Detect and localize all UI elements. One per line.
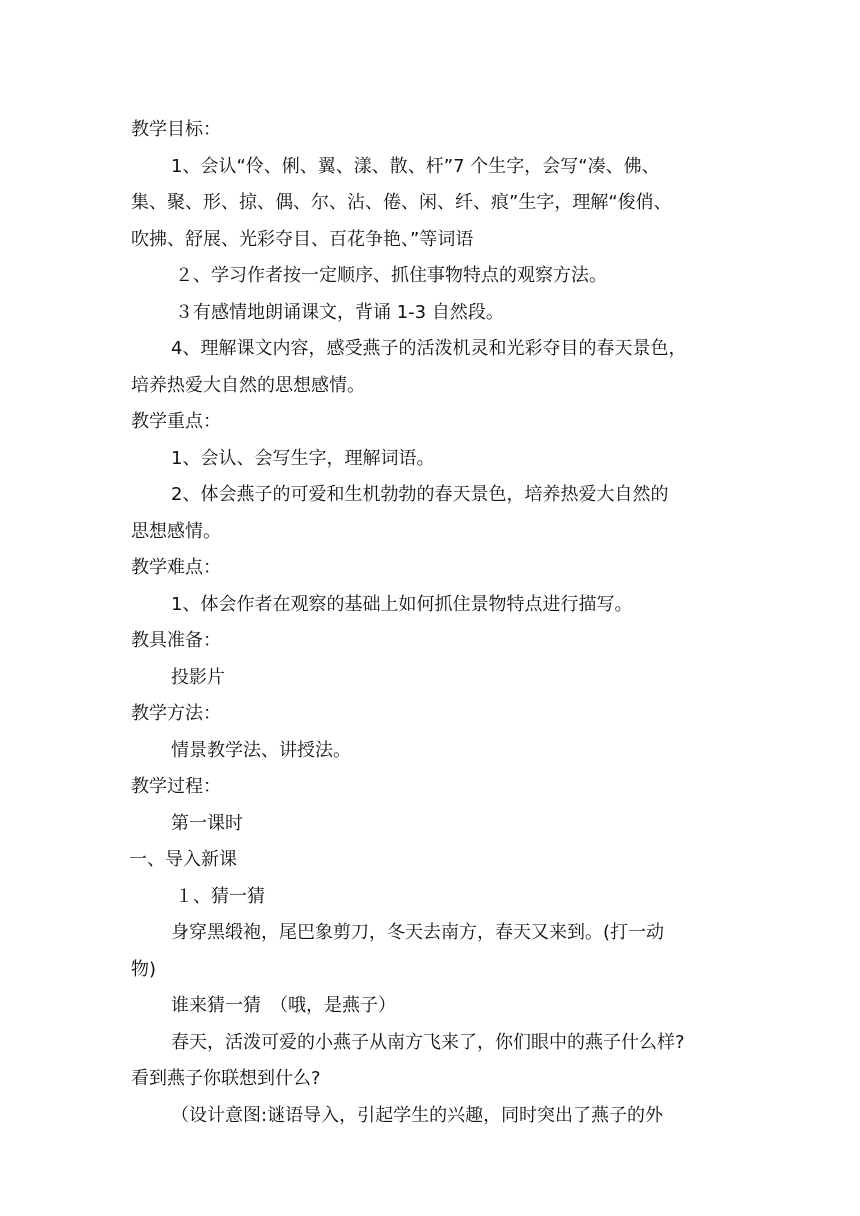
text-line: 1、会认、会写生字，理解词语。 <box>171 447 435 469</box>
text-line: ２、学习作者按一定顺序、抓住事物特点的观察方法。 <box>175 265 607 286</box>
text-line: 思想感情。 <box>131 520 221 542</box>
text-line: 教学目标： <box>131 119 221 140</box>
text-line: 教学方法： <box>131 703 221 724</box>
text-line: １、猜一猜 <box>175 885 265 907</box>
text-line: 一、导入新课 <box>129 849 237 870</box>
document-body <box>131 112 731 1134</box>
text-line: （设计意图:谜语导入，引起学生的兴趣，同时突出了燕子的外 <box>171 1104 664 1126</box>
text-line: 2、体会燕子的可爱和生机勃勃的春天景色，培养热爱大自然的 <box>171 484 669 505</box>
text-line: 看到燕子你联想到什么? <box>131 1068 321 1089</box>
text-line: 投影片 <box>171 666 225 688</box>
text-line: 第一课时 <box>171 812 243 834</box>
text-line: 培养热爱大自然的思想感情。 <box>131 374 365 396</box>
text-line: 教具准备： <box>131 630 221 651</box>
text-line: 吹拂、舒展、光彩夺目、百花争艳、”等词语 <box>131 228 474 250</box>
text-line: 谁来猜一猜 （哦，是燕子） <box>171 995 396 1016</box>
text-line: 教学过程： <box>131 776 221 797</box>
text-line: 1、体会作者在观察的基础上如何抓住景物特点进行描写。 <box>171 593 633 615</box>
text-line: 4、理解课文内容，感受燕子的活泼机灵和光彩夺目的春天景色， <box>171 338 687 359</box>
text-line: 物) <box>131 958 157 980</box>
text-line: ３有感情地朗诵课文，背诵 1-3 自然段。 <box>175 301 504 323</box>
text-line: 情景教学法、讲授法。 <box>171 739 351 761</box>
text-line: 身穿黑缎袍，尾巴象剪刀，冬天去南方，春天又来到。(打一动 <box>171 922 665 943</box>
text-line: 春天，活泼可爱的小燕子从南方飞来了，你们眼中的燕子什么样? <box>171 1031 685 1053</box>
text-line: 教学重点： <box>131 411 221 432</box>
text-line: 集、聚、形、掠、偶、尔、沾、倦、闲、纤、痕”生字，理解“俊俏、 <box>131 192 672 213</box>
text-line: 教学难点： <box>131 557 221 578</box>
text-line: 1、会认“伶、俐、翼、漾、散、杆”7 个生字，会写“凑、佛、 <box>171 155 660 177</box>
